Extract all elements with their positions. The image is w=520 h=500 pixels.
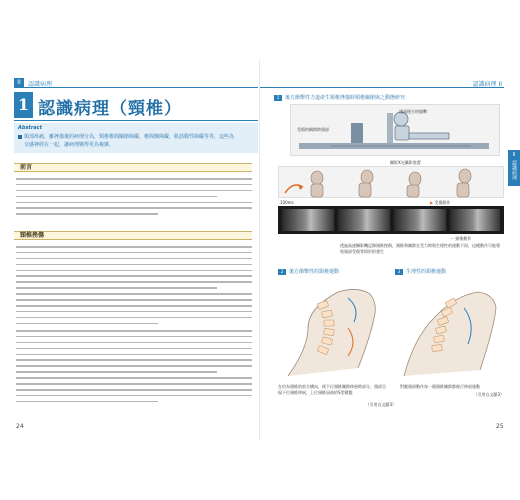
left-running-header <box>14 78 258 88</box>
abstract-label: Abstract <box>18 125 43 131</box>
xray-frame <box>282 209 334 231</box>
crash-test-diagram <box>290 104 500 156</box>
abstract-item: 交感神經在一起，讓病理變得更為複雜。 <box>24 142 115 148</box>
figure-3-source: （引用自文獻3） <box>473 392 504 397</box>
section-heading-whiplash: 頸椎挫傷 <box>14 231 252 240</box>
chapter-number: 1 <box>14 92 33 118</box>
abstract-item: 頸部疼痛，雖挫傷後的病理分為，頸椎椎間關節障礙，椎間盤障礙，肌筋膜性障礙等等，這些為 <box>18 133 234 140</box>
section-title-header: 認識病理 <box>28 81 53 88</box>
whiplash-paragraph-1 <box>16 246 252 328</box>
figure-3-title: 3 生理性的頸椎運動 <box>395 268 446 275</box>
figure-2-source: （引用自文獻3） <box>365 402 396 407</box>
figure-3-caption: 對應頸部動作每一個頸椎關節都進行伸展運動 <box>400 384 480 389</box>
physiologic-vertebrae-illustration <box>394 278 504 380</box>
physiologic-spine-diagram <box>394 278 504 380</box>
spine-motion-label: — 頸椎動作 <box>450 236 472 241</box>
chapter-rule <box>14 120 258 121</box>
figure-2-title: 2 後方衝擊性的頸椎運動 <box>278 268 339 275</box>
xray-frame <box>394 209 446 231</box>
right-page <box>260 0 520 500</box>
xray-device-label: 攝影X光攝影裝置 <box>390 160 421 165</box>
motion-sequence-panel <box>278 166 504 198</box>
page-number-right: 25 <box>496 423 504 430</box>
head-impact-label: 頭部後方的撞擊 <box>399 109 427 114</box>
time-scale-label: 100ms <box>280 200 294 205</box>
injury-moment-label: 受傷的瞬間時頸部 <box>297 127 329 132</box>
chapter-title: 認識病理（頸椎） <box>38 99 182 119</box>
whiplash-spine-diagram <box>278 278 386 380</box>
section-number-badge: II <box>14 78 24 88</box>
bullet-square-icon <box>18 135 22 139</box>
cervical-xray-sequence <box>278 206 504 234</box>
page-number-left: 24 <box>16 423 24 430</box>
injury-motion-label: ▶ 受傷動作 <box>430 200 451 205</box>
section-heading-intro: 前言 <box>14 163 252 172</box>
intro-paragraph <box>16 178 252 219</box>
motion-sequence-illustration <box>279 167 505 199</box>
xray-frame <box>450 209 500 231</box>
whiplash-vertebrae-illustration <box>278 278 386 380</box>
right-running-header: 認識病理 II <box>260 78 504 88</box>
figure-1-caption: 透過高速攝影機記錄頸椎挫傷，頸椎和關節在受力時與生理性的運動不同，這種動作可能導致頸部受傷等情形的發生 <box>340 243 500 254</box>
side-chapter-tab: II 認識病理 <box>508 150 520 186</box>
whiplash-paragraph-2 <box>16 330 252 407</box>
abstract-box <box>14 123 258 153</box>
xray-frame <box>338 209 390 231</box>
figure-1-title: 1 後方衝擊性力道產生頸椎挫傷時頸椎關節與之動態研究 <box>274 94 405 101</box>
figure-2-caption: 在約為頸椎的前方橫向，使下位頸椎關節伸展時部分，頸部呈現下位頸椎伸展，上位頸椎屈曲的S型樣態 <box>278 384 386 395</box>
